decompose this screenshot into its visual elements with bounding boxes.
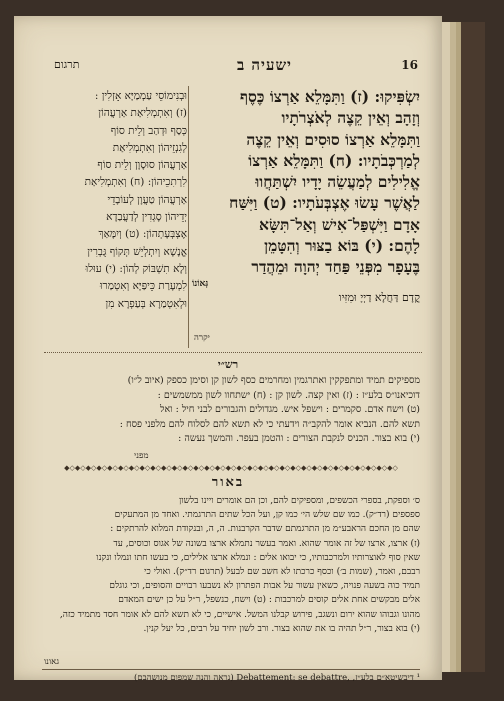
rashi-commentary bbox=[42, 374, 420, 447]
main-text-line: וַתִּמָּלֵא אַרְצוֹ סוּסִים וְאֵין קֵצֶה bbox=[246, 129, 420, 149]
biur-line: שהם מן החכם הראבע״מ מן התרגמתם שדבר הקרבנות. ה, ה, ובנקודת המלוא להרתקים : bbox=[110, 524, 420, 535]
targum-line: אַרְעֲהוֹן טַעֲוָן לְעוֹבָדֵי bbox=[107, 193, 187, 206]
main-text-line: יִשְׂפִּיקוּ: (ז) וַתִּמָּלֵא אַרְצוֹ כֶּסֶף bbox=[240, 87, 420, 106]
biur-line: (ז) ארצו, ארצו של זה אומר שהוא. ואמר בעשר נתמלא ארצו בשונה של אגוס וכוסים, עד bbox=[113, 538, 420, 549]
targum-line: אֱנָשָׁא וְיִתְלְיֵשׁ תְּקוֹף גֻּבְרִין bbox=[87, 245, 187, 258]
rashi-line: מספיקים תמיד ומתפקקין ואתרגמין ומחרמים כסף לשון קן וסימן כספק (איוב ל״ו) bbox=[127, 375, 420, 386]
targum-line: אֶצְבְּעָתְהוֹן: (ט) וְיִמָּאַךְ bbox=[98, 228, 187, 241]
targum-line: כְּסַף וּדְהַב וְלֵית סוֹף bbox=[110, 124, 187, 137]
rashi-line: תשא להם. הנביא אומר להקב״ה וידעתי כי לא תשא להם לסלוח להם מלפני פסח : bbox=[119, 418, 420, 430]
page-number: 16 bbox=[401, 58, 418, 72]
targum-line: וּבְנִימוֹסֵי עַמְמַיָּא אָזְלִין : bbox=[94, 90, 187, 102]
page-edge bbox=[442, 22, 450, 672]
main-text-line: בֶּעָפָר מִפְּנֵי פַּחַד יְהוָה וּמֵהֲדַר bbox=[251, 257, 420, 277]
rashi-line: (י) בוא בצור. הכניס לנקבת הצורים : והטמן בעפר. והמשך נעשה : bbox=[178, 433, 420, 445]
biur-line: (י) בוא בצור, ר״ל תהיה בו את שהוא בצור. ורב לשון יחיד על רבים, כל יעל קנין. bbox=[143, 623, 420, 634]
targum-line: וְלָא תִשְׁבּוֹק לְהוֹן: (י) עוּלוּ bbox=[85, 262, 187, 275]
targum-line: לִמְעָרַת כֵּיפַּיָּא וְאִטְמַרוּ bbox=[99, 280, 187, 293]
biur-line: מהונו וגבוהו שהוא ירום ונשגב, פירוש קבלנו המשל. אישיים, כי לא תשא להם לא אומר חסד מתמיד כזה, bbox=[59, 609, 420, 620]
rashi-title: רש״י bbox=[217, 358, 239, 371]
biur-title: באור bbox=[211, 475, 245, 490]
targum-line: יְדֵיהוֹן סָגְדִין לְדַעֲבַדָא bbox=[106, 211, 187, 224]
biur-line: אלים מבקשים אחת אלים קוסים למרכבות : (ט) וישח, כנשפל, ר״ל על כן ישים המאדם bbox=[118, 595, 420, 606]
ornamental-rule: ◆◇◆◇◆◇◆◇◆◇◆◇◆◇◆◇◆◇◆◇◆◇◆◇◆◇◆◇◆◇◆◇◆◇◆◇◆◇◆◇◆◇◆◇◆◇◆◇◆◇◆◇◆◇◆◇◆◇◆◇◆◇ bbox=[64, 464, 398, 472]
targum-line: וּלְאִטְמַרָא בְּעַפְרָא מִן bbox=[105, 297, 187, 310]
main-text-line: אָדָם וַיִּשְׁפַּל־אִישׁ וְאַל־תִּשָּׂא bbox=[259, 214, 420, 234]
book-page bbox=[14, 16, 442, 683]
biur-catchword: גאונו bbox=[44, 657, 60, 667]
biur-commentary bbox=[42, 494, 420, 636]
biur-line: ספספים (רד״ק). כמו שם שלש הי׳ כמו קן, ועל הכל שתים התרגמתי. ואחד מן המתעקים bbox=[114, 510, 420, 521]
book-cover-edge bbox=[461, 22, 485, 672]
page-header bbox=[14, 56, 442, 78]
main-text-column bbox=[192, 86, 420, 305]
targum-line: לִרְתִכֵיהוֹן: (ח) וְאִתְמְלִיאַת bbox=[84, 176, 187, 189]
main-text-line: וְזָהָב וְאֵין קֵצֶה לְאֹצְרֹתָיו bbox=[281, 108, 420, 128]
biur-line: ס׳ וספקת, בספרי הכשפים, ומספיקים להם, וכן הם אומרים ויינו בלשון bbox=[178, 496, 420, 506]
main-text-line: אֱלִילִים לְמַעֲשֵׂה יָדָיו יִשְׁתַּחֲווּ bbox=[255, 172, 420, 192]
biur-line: תמיד כוה בשעה פנויה, כשאין עשור על אבות הפתרון לא נשבעו רבויים והסופים, וכי גוגלם bbox=[109, 581, 420, 592]
footnote: ¹ דיבשיטא״ם בלע״ז, ,Debattement: se debattre (נראה והנה שמפום מנושהבם) bbox=[134, 673, 420, 683]
rashi-line: (ט) וישח אדם. סקמרים : וישפל איש. מגדולים והגבורים לבני חיל : ואל bbox=[160, 404, 420, 416]
page-edge bbox=[450, 22, 456, 672]
main-text-line: קֳדָם דַּחֲלָא דַיְיָ וּמִזִּיו bbox=[338, 290, 420, 304]
targum-line: אַרְעֲהוֹן סוּסָוָן וְלֵית סוֹף bbox=[97, 159, 187, 172]
targum-column bbox=[42, 88, 187, 313]
main-text-line: לָהֶם: (י) בּוֹא בַצּוּר וְהִטָּמֵן bbox=[264, 236, 420, 256]
main-text-line: גְּאוֹנוֹ bbox=[192, 278, 209, 289]
column-divider bbox=[188, 86, 189, 348]
main-text-line: לַאֲשֶׁר עָשׂוּ אֶצְבְּעֹתָיו: (ט) וַיִּשַּׁח bbox=[229, 193, 420, 213]
targum-column-head: תרגום bbox=[54, 58, 80, 71]
targum-line: לְגִנְזֵיהוֹן וְאִתְמְלִיאַת bbox=[112, 141, 187, 154]
biur-line: שאין סוף לאוצרותיו ולמרכבותיו, כי יבואו אלים : ונמלא ארצו אלילים, כי בעשו חתו ונמלו ונקנו bbox=[96, 552, 420, 563]
main-catchword: יקרה bbox=[194, 333, 210, 343]
main-text-line: לְמַרְכְּבֹתָיו: (ח) וַתִּמָּלֵא אַרְצוֹ bbox=[248, 150, 420, 170]
rashi-line: דוכיאנו״ס בלע״ז : (ז) ואין קצה. לשון קן : (ח) ישתחוו לשון ממשמשים : bbox=[157, 389, 420, 401]
section-divider bbox=[44, 352, 422, 353]
biur-line: רבבם, ואמר, (שמות ב׳) וכסף כרכתו לא חשב שם לבעל (תרגום רד״ק). ואולי כי bbox=[143, 567, 420, 578]
running-head: ישעיה ב bbox=[236, 56, 292, 74]
footnote-rule bbox=[42, 669, 420, 670]
targum-line: (ז) וְאִתְמְלִיאַת אַרְעֲהוֹן bbox=[98, 107, 187, 120]
page-edge bbox=[456, 22, 461, 672]
rashi-catchword: מפני bbox=[134, 451, 149, 461]
